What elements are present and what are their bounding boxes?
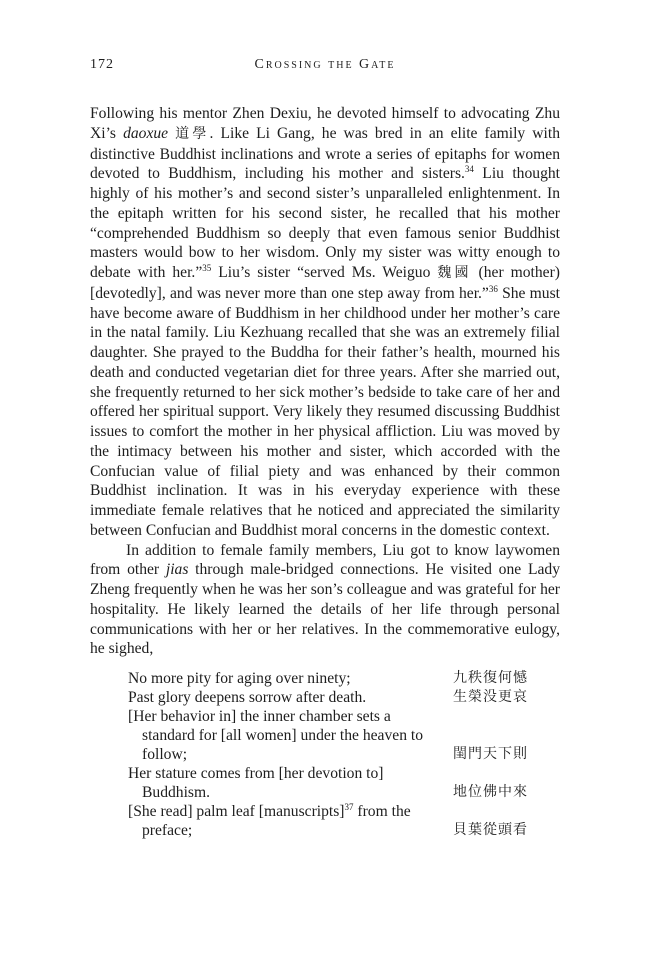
footnote-ref[interactable]: 36 bbox=[488, 283, 498, 294]
italic-term: daoxue bbox=[123, 124, 169, 142]
poem-chinese: 地位佛中來 bbox=[453, 784, 528, 800]
text-run: [She read] palm leaf [manuscripts] bbox=[128, 803, 345, 820]
text-run: from the preface; bbox=[142, 803, 411, 839]
poem-line bbox=[128, 764, 528, 802]
text-run: Liu’s sister “served Ms. Weiguo bbox=[211, 264, 438, 281]
poem-line bbox=[128, 669, 528, 688]
chinese-term: 魏國 bbox=[437, 265, 472, 281]
paragraph bbox=[90, 104, 560, 541]
footnote-ref[interactable]: 35 bbox=[202, 263, 212, 273]
text-run: She must have become aware of Buddhism in her childhood under her mother’s care in the natal family. Liu Kezhuang recalled that she was an extremely filial daughter. She prayed to the Buddha for their father’s health, mourned his death and conducted vegetarian diet for three years. After she married out, she frequently returned to her sick mother’s bedside to take care of her and offered her spiritual support. Very likely they resumed discussing Buddhist issues to comfort the mother in her physical affliction. Liu was moved by the intimacy between his mother and sister, which accorded with the Confucian value of filial piety and was enhanced by their common Buddhist inclination. It was in his everyday experience with these immediate female relatives that he noticed and appreciated the similarity between Confucian and Buddhist moral concerns in the domestic context. bbox=[90, 284, 560, 539]
text-run: Following his mentor Zhen Dexiu, he devoted himself to advocating Zhu Xi’s bbox=[90, 105, 560, 142]
poem-line bbox=[128, 802, 528, 840]
paragraph bbox=[90, 541, 560, 660]
footnote-ref[interactable]: 34 bbox=[464, 164, 474, 175]
chinese-term: 道學 bbox=[175, 125, 210, 142]
page-number: 172 bbox=[90, 57, 114, 72]
poem-chinese: 九秩復何憾 bbox=[453, 670, 528, 686]
running-head-title: Crossing the Gate bbox=[254, 57, 396, 72]
poem-english bbox=[128, 802, 428, 840]
poem-english: No more pity for aging over ninety; bbox=[128, 670, 351, 687]
poem-line bbox=[128, 707, 528, 764]
footnote-ref[interactable]: 37 bbox=[344, 802, 354, 812]
poem-chinese: 閨門天下則 bbox=[453, 746, 528, 762]
text-run: Liu thought highly of his mother’s and second sister’s unparalleled enlightenment. In the epitaph written for his second sister, he recalled that his mother “comprehended Buddhism so deeply that even famous senior Buddhist masters would bow to her wisdom. Only my sister was witty enough to debate with her.” bbox=[90, 165, 560, 281]
text-run: through male-bridged connections. He visited one Lady Zheng frequently when he was her son’s colleague and was grateful for her hospitality. He likely learned the details of her life through personal communications with her or her relatives. In the commemorative eulogy, he sighed, bbox=[90, 561, 560, 658]
italic-term: jias bbox=[165, 561, 189, 579]
poem-english: Past glory deepens sorrow after death. bbox=[128, 689, 367, 706]
body-text bbox=[90, 104, 560, 659]
text-run: (her mother) [devotedly], and was never more than one step away from her.” bbox=[90, 264, 560, 302]
poem-chinese: 貝葉從頭看 bbox=[453, 822, 528, 838]
text-run: In addition to female family members, Liu got to know laywomen from other bbox=[90, 541, 560, 579]
eulogy-poem bbox=[128, 669, 528, 840]
text-run: . Like Li Gang, he was bred in an elite family with distinctive Buddhist inclinations and wrote a series of epitaphs for women devoted to Buddhism, including his mother and sisters. bbox=[90, 124, 561, 183]
poem-chinese: 生榮没更哀 bbox=[453, 689, 528, 705]
poem-english: Her stature comes from [her devotion to] Buddhism. bbox=[128, 765, 384, 801]
poem-line bbox=[128, 688, 528, 707]
poem-english: [Her behavior in] the inner chamber sets a standard for [all women] under the heaven to follow; bbox=[128, 708, 424, 763]
